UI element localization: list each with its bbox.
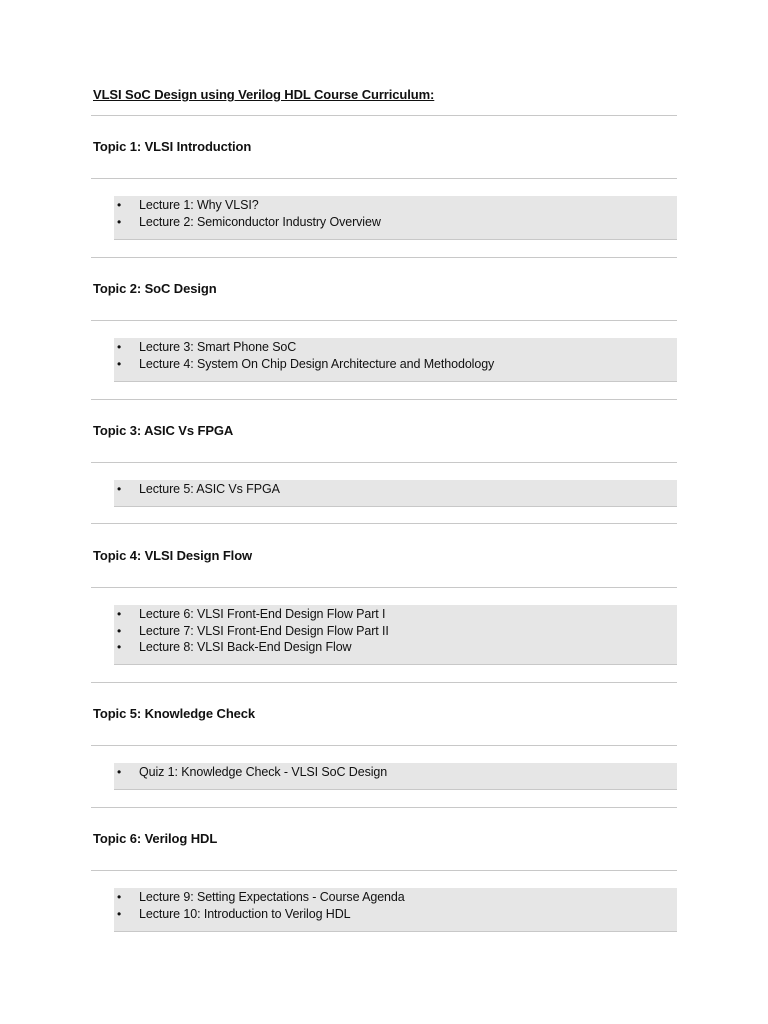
list-item <box>114 356 677 373</box>
lecture-label: Lecture 2: Semiconductor Industry Overview <box>139 214 381 229</box>
divider <box>91 870 677 871</box>
divider <box>91 399 677 400</box>
quiz-label: Quiz 1: Knowledge Check - VLSI SoC Design <box>139 765 388 779</box>
topic-title: Topic 4: VLSI Design Flow <box>93 548 253 563</box>
lecture-list <box>114 763 677 790</box>
lecture-label: Lecture 7: VLSI Front-End Design Flow Part II <box>139 623 389 638</box>
divider <box>91 462 677 463</box>
topic-title: Topic 3: ASIC Vs FPGA <box>93 423 234 438</box>
list-item <box>114 606 677 623</box>
lecture-label: Lecture 6: VLSI Front-End Design Flow Part I <box>139 607 386 621</box>
bullet-icon: • <box>116 340 122 354</box>
list-item <box>114 197 677 214</box>
divider <box>91 257 677 258</box>
bullet-icon: • <box>116 906 122 921</box>
lecture-label: Lecture 4: System On Chip Design Architecture and Methodology <box>139 356 495 371</box>
topic-title: Topic 2: SoC Design <box>93 281 217 296</box>
divider <box>91 320 677 321</box>
topic-title: Topic 5: Knowledge Check <box>93 706 256 721</box>
list-item <box>114 214 677 231</box>
bullet-icon: • <box>116 607 122 621</box>
lecture-list <box>114 338 677 382</box>
lecture-label: Lecture 1: Why VLSI? <box>139 198 259 212</box>
list-item <box>114 906 677 923</box>
topic-title: Topic 6: Verilog HDL <box>93 831 218 846</box>
bullet-icon: • <box>116 640 122 654</box>
list-item <box>114 889 677 906</box>
bullet-icon: • <box>116 890 122 904</box>
lecture-label: Lecture 5: ASIC Vs FPGA <box>139 482 280 496</box>
divider <box>91 745 677 746</box>
divider <box>91 115 677 116</box>
document-title: VLSI SoC Design using Verilog HDL Course Curriculum: <box>93 87 435 102</box>
divider <box>91 178 677 179</box>
lecture-label: Lecture 10: Introduction to Verilog HDL <box>139 906 351 921</box>
divider <box>91 523 677 524</box>
list-item <box>114 764 677 781</box>
bullet-icon: • <box>116 482 122 496</box>
list-item <box>114 639 677 656</box>
list-item <box>114 481 677 498</box>
list-item <box>114 623 677 640</box>
lecture-label: Lecture 9: Setting Expectations - Course Agenda <box>139 890 405 904</box>
list-item <box>114 339 677 356</box>
bullet-icon: • <box>116 623 122 638</box>
divider <box>91 807 677 808</box>
lecture-list <box>114 605 677 665</box>
lecture-label: Lecture 3: Smart Phone SoC <box>139 340 297 354</box>
divider <box>91 682 677 683</box>
bullet-icon: • <box>116 356 122 371</box>
lecture-list <box>114 196 677 240</box>
lecture-list <box>114 888 677 932</box>
bullet-icon: • <box>116 214 122 229</box>
topic-title: Topic 1: VLSI Introduction <box>93 139 252 154</box>
bullet-icon: • <box>116 765 122 779</box>
bullet-icon: • <box>116 198 122 212</box>
divider <box>91 587 677 588</box>
lecture-label: Lecture 8: VLSI Back-End Design Flow <box>139 640 352 654</box>
lecture-list <box>114 480 677 507</box>
